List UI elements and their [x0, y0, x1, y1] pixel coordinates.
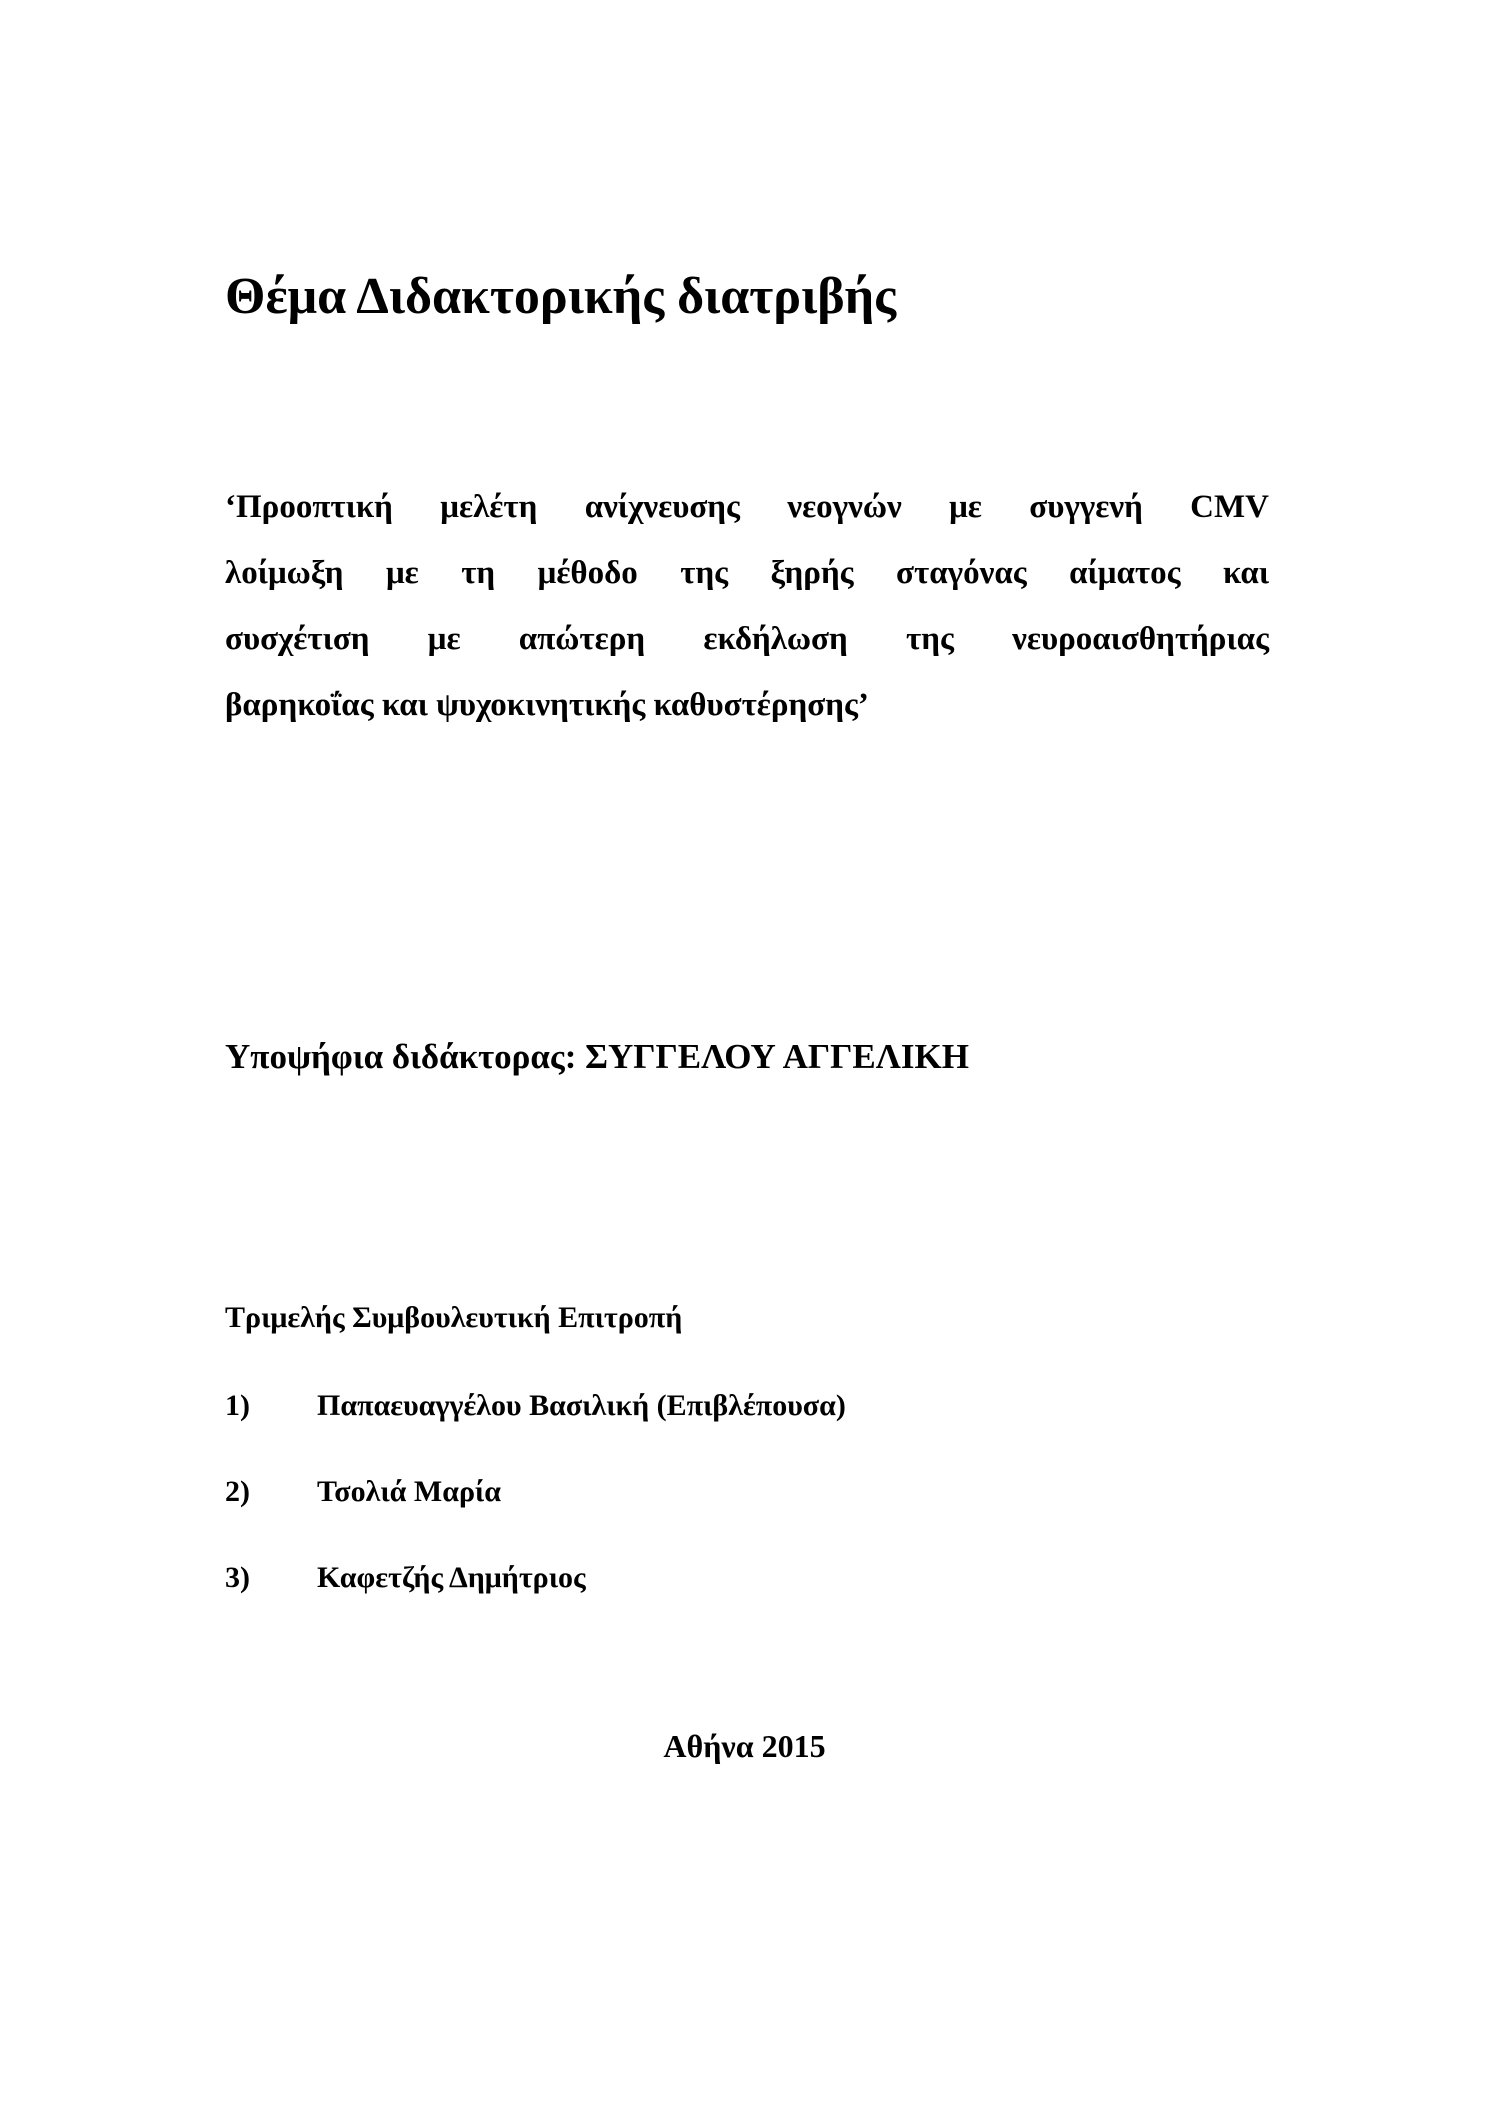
doctoral-candidate: Υποψήφια διδάκτορας: ΣΥΓΓΕΛΟΥ ΑΓΓΕΛΙΚΗ [225, 1037, 969, 1076]
committee-member-name: Καφετζής Δημήτριος [317, 1561, 586, 1594]
committee-member-number: 3) [225, 1561, 250, 1594]
committee-heading: Τριμελής Συμβουλευτική Επιτροπή [225, 1301, 683, 1334]
committee-member [225, 1388, 846, 1424]
thesis-title-line: βαρηκοΐας και ψυχοκινητικής καθυστέρησης’ [225, 687, 869, 723]
place-and-date: Αθήνα 2015 [663, 1728, 826, 1764]
thesis-title-line: λοίμωξη με τη μέθοδο της ξηρής σταγόνας αίματος και [225, 555, 1269, 591]
committee-member-name: Παπαευαγγέλου Βασιλική (Επιβλέπουσα) [317, 1389, 846, 1422]
committee-member-number: 2) [225, 1475, 250, 1508]
committee-member [225, 1560, 586, 1596]
document-heading: Θέμα Διδακτορικής διατριβής [225, 268, 897, 325]
committee-member-name: Τσολιά Μαρία [317, 1475, 502, 1508]
committee-member [225, 1474, 501, 1510]
thesis-title-line: ‘Προοπτική μελέτη ανίχνευσης νεογνών με συγγενή CMV [225, 489, 1269, 525]
committee-member-number: 1) [225, 1389, 250, 1422]
thesis-title-line: συσχέτιση με απώτερη εκδήλωση της νευροαισθητήριας [225, 621, 1269, 657]
thesis-title [225, 474, 1269, 738]
